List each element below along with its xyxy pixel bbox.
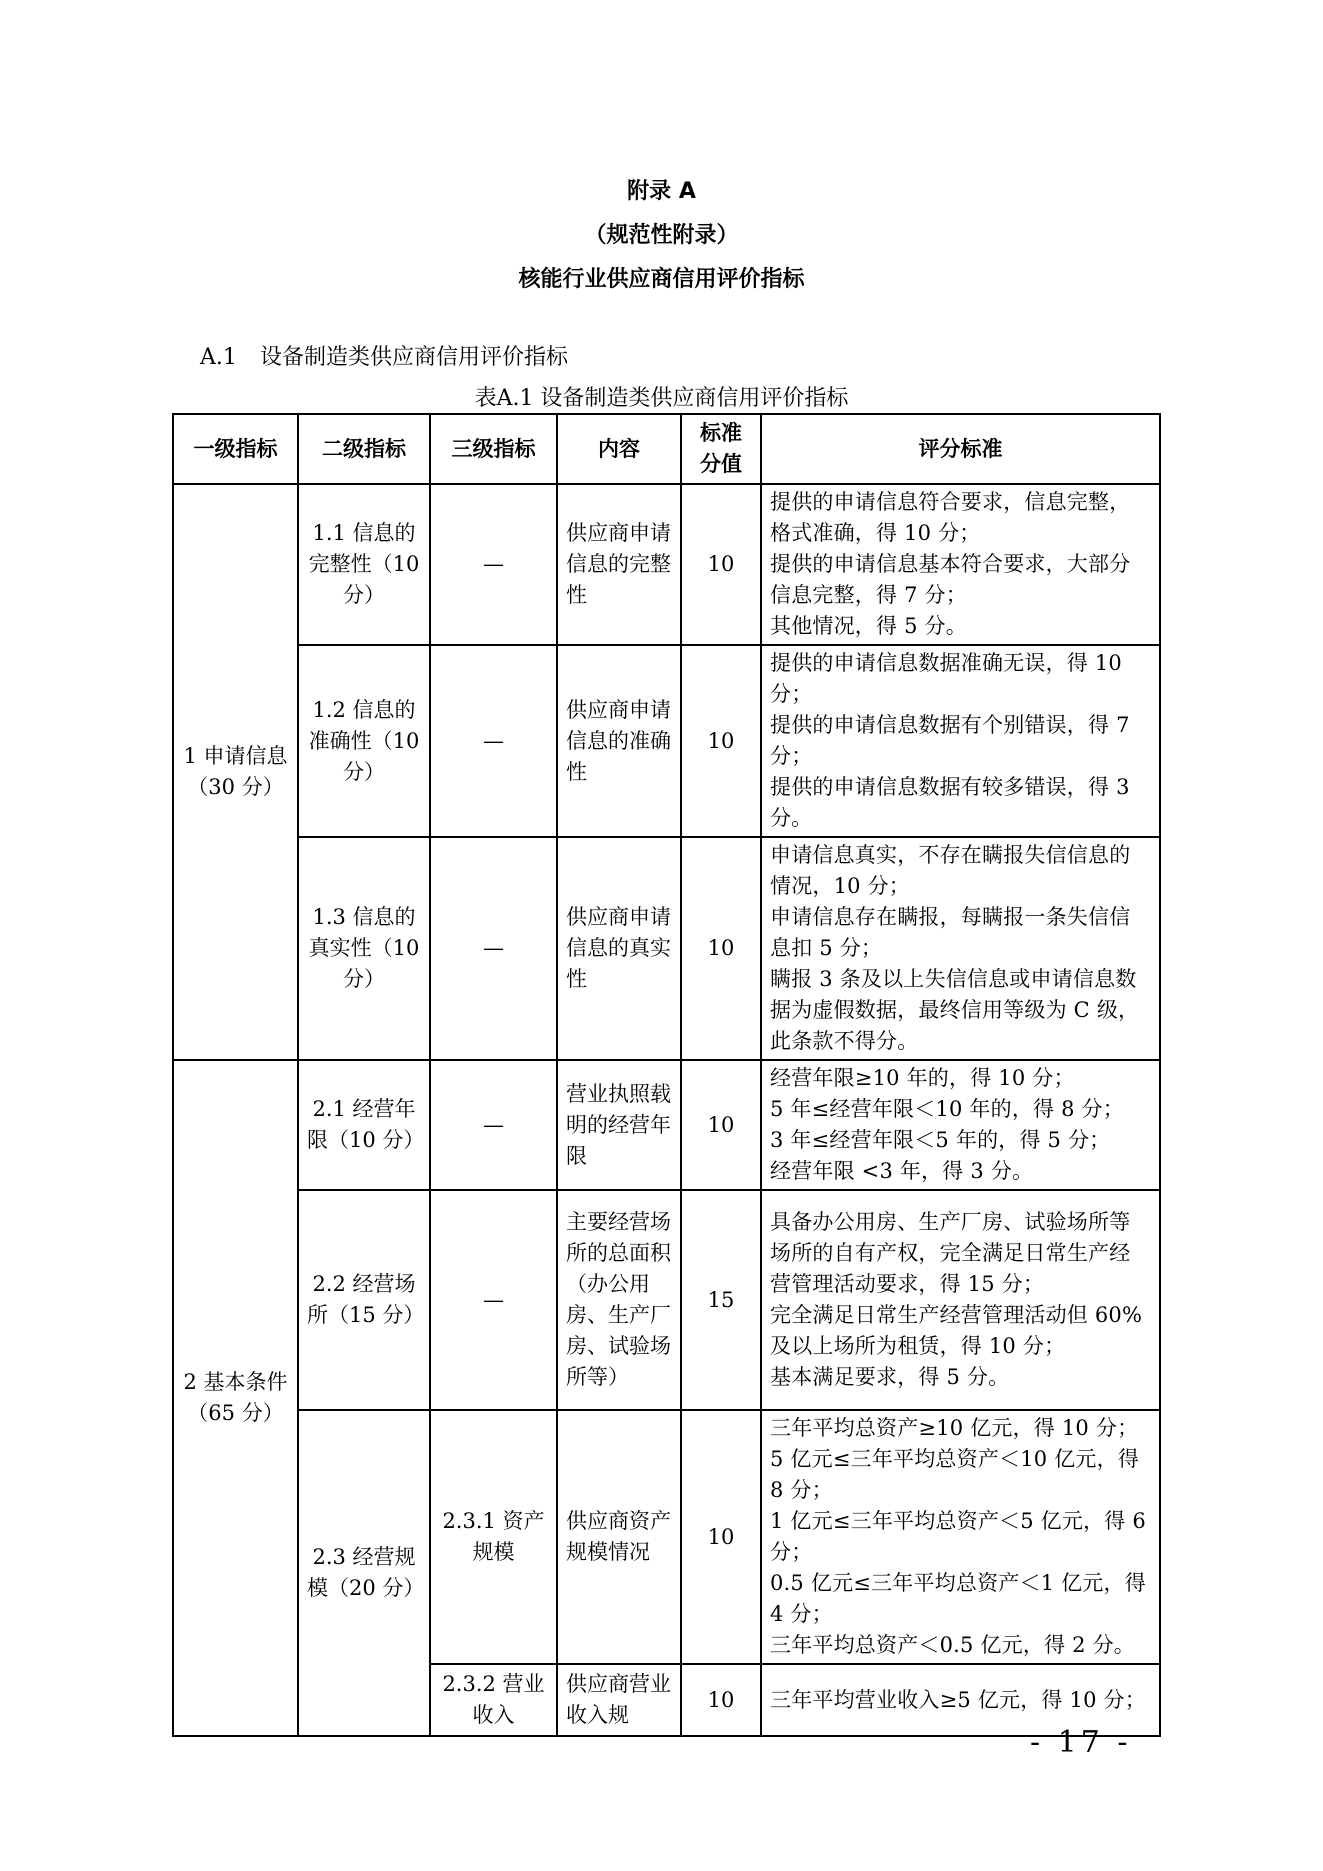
criteria-cell <box>761 837 1160 1060</box>
table-caption: 表A.1 设备制造类供应商信用评价指标 <box>474 386 849 411</box>
criteria-line: 完全满足日常生产经营管理活动但 60%及以上场所为租赁，得 10 分； <box>770 1303 1143 1358</box>
header-score <box>681 414 761 484</box>
content-cell: 供应商申请信息的完整性 <box>557 484 681 645</box>
criteria-line: 提供的申请信息数据准确无误，得 10 分； <box>770 651 1122 706</box>
criteria-line: 基本满足要求，得 5 分。 <box>770 1365 1010 1389</box>
score-cell: 10 <box>681 645 761 837</box>
evaluation-table <box>172 413 1161 1737</box>
appendix-label: 附录 A <box>627 179 696 204</box>
appendix-title: 核能行业供应商信用评价指标 <box>518 267 805 292</box>
criteria-line: 提供的申请信息数据有较多错误，得 3 分。 <box>770 775 1130 830</box>
criteria-line: 三年平均总资产≥10 亿元，得 10 分； <box>770 1416 1139 1440</box>
criteria-line: 5 年≤经营年限＜10 年的，得 8 分； <box>770 1097 1124 1121</box>
appendix-type: （规范性附录） <box>584 223 739 248</box>
score-cell: 10 <box>681 1060 761 1190</box>
header-level2: 二级指标 <box>298 414 430 484</box>
page-number: - 17 - <box>1030 1725 1132 1760</box>
header-level3: 三级指标 <box>430 414 557 484</box>
criteria-line: 申请信息存在瞒报，每瞒报一条失信信息扣 5 分； <box>770 905 1131 960</box>
level3-cell: — <box>430 484 557 645</box>
level2-cell: 2.1 经营年限（10 分） <box>298 1060 430 1190</box>
header-content: 内容 <box>557 414 681 484</box>
score-cell: 10 <box>681 837 761 1060</box>
content-cell: 主要经营场所的总面积（办公用房、生产厂房、试验场所等） <box>557 1190 681 1410</box>
criteria-line: 提供的申请信息数据有个别错误，得 7 分； <box>770 713 1130 768</box>
level2-cell: 1.1 信息的完整性（10 分） <box>298 484 430 645</box>
content-cell: 营业执照载明的经营年限 <box>557 1060 681 1190</box>
table-row <box>173 484 1160 645</box>
level1-cell: 2 基本条件（65 分） <box>173 1060 298 1736</box>
table-row <box>173 1190 1160 1410</box>
table-row <box>173 1060 1160 1190</box>
criteria-line: 具备办公用房、生产厂房、试验场所等场所的自有产权，完全满足日常生产经营管理活动要求，得 15 分； <box>770 1210 1131 1296</box>
level3-cell: — <box>430 1060 557 1190</box>
table-row <box>173 837 1160 1060</box>
header-level1: 一级指标 <box>173 414 298 484</box>
level3-cell: 2.3.2 营业收入 <box>430 1664 557 1736</box>
criteria-cell <box>761 645 1160 837</box>
content-cell: 供应商申请信息的准确性 <box>557 645 681 837</box>
level3-cell: 2.3.1 资产规模 <box>430 1410 557 1664</box>
criteria-line: 瞒报 3 条及以上失信信息或申请信息数据为虚假数据，最终信用等级为 C 级，此条款不得分。 <box>770 967 1140 1053</box>
table-row <box>173 1410 1160 1664</box>
header-score-line2: 分值 <box>700 452 742 476</box>
level2-cell: 1.3 信息的真实性（10 分） <box>298 837 430 1060</box>
header-score-line1: 标准 <box>700 421 742 445</box>
criteria-line: 3 年≤经营年限＜5 年的，得 5 分； <box>770 1128 1111 1152</box>
level3-cell: — <box>430 1190 557 1410</box>
level3-cell: — <box>430 837 557 1060</box>
criteria-cell <box>761 1410 1160 1664</box>
level2-cell: 1.2 信息的准确性（10 分） <box>298 645 430 837</box>
criteria-line: 三年平均营业收入≥5 亿元，得 10 分； <box>770 1687 1146 1712</box>
criteria-line: 0.5 亿元≤三年平均总资产＜1 亿元，得 4 分； <box>770 1571 1146 1626</box>
score-cell: 15 <box>681 1190 761 1410</box>
criteria-line: 经营年限≥10 年的，得 10 分； <box>770 1066 1075 1090</box>
criteria-line: 5 亿元≤三年平均总资产＜10 亿元，得 8 分； <box>770 1447 1140 1502</box>
criteria-line: 申请信息真实，不存在瞒报失信信息的情况，10 分； <box>770 843 1131 898</box>
level1-cell: 1 申请信息（30 分） <box>173 484 298 1060</box>
score-cell: 10 <box>681 1410 761 1664</box>
header-criteria: 评分标准 <box>761 414 1160 484</box>
criteria-line: 提供的申请信息基本符合要求，大部分信息完整，得 7 分； <box>770 552 1131 607</box>
criteria-cell <box>761 484 1160 645</box>
level2-cell: 2.3 经营规模（20 分） <box>298 1410 430 1736</box>
criteria-cell <box>761 1060 1160 1190</box>
content-cell: 供应商营业收入规 <box>557 1664 681 1736</box>
table-header-row <box>173 414 1160 484</box>
section-heading <box>200 340 568 371</box>
score-cell: 10 <box>681 1664 761 1736</box>
section-title: 设备制造类供应商信用评价指标 <box>260 345 569 370</box>
content-cell: 供应商申请信息的真实性 <box>557 837 681 1060</box>
content-cell: 供应商资产规模情况 <box>557 1410 681 1664</box>
section-number: A.1 <box>200 345 237 370</box>
criteria-line: 三年平均总资产＜0.5 亿元，得 2 分。 <box>770 1633 1135 1657</box>
level2-cell: 2.2 经营场所（15 分） <box>298 1190 430 1410</box>
criteria-line: 1 亿元≤三年平均总资产＜5 亿元，得 6 分； <box>770 1509 1146 1564</box>
score-cell: 10 <box>681 484 761 645</box>
level3-cell: — <box>430 645 557 837</box>
criteria-line: 提供的申请信息符合要求，信息完整，格式准确，得 10 分； <box>770 490 1131 545</box>
criteria-cell <box>761 1190 1160 1410</box>
criteria-line: 经营年限 <3 年，得 3 分。 <box>770 1159 1034 1183</box>
table-row <box>173 645 1160 837</box>
criteria-line: 其他情况，得 5 分。 <box>770 614 967 638</box>
